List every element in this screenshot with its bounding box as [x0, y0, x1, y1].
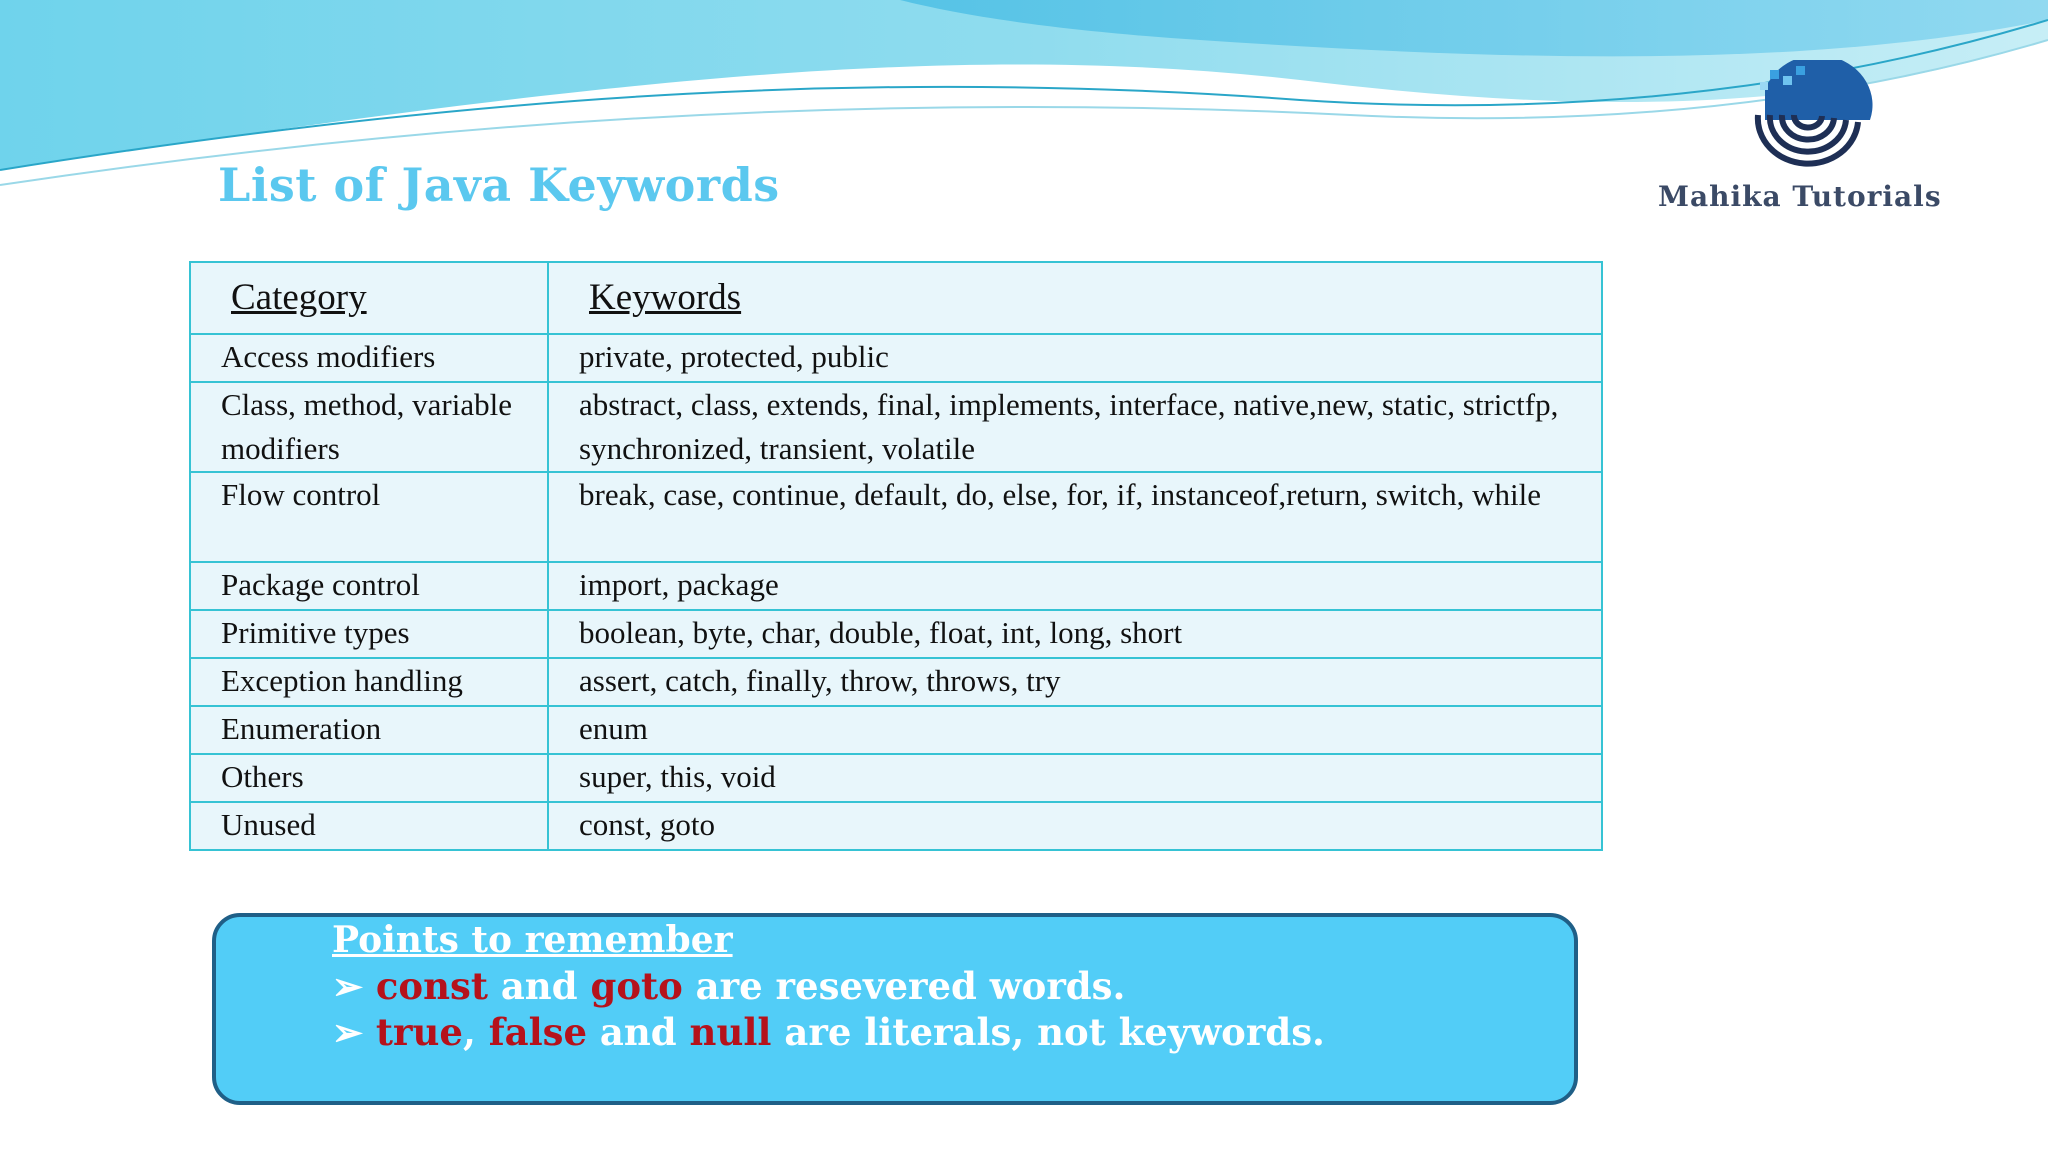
logo-mark-icon — [1740, 60, 1880, 170]
row-keywords: private, protected, public — [548, 334, 1602, 382]
row-category: Others — [190, 754, 548, 802]
row-keywords: abstract, class, extends, final, implements, interface, native,new, static, strictfp, synchronized, transient, volatile — [548, 382, 1602, 472]
table-row — [190, 658, 1602, 706]
note-line-literals — [332, 1010, 1325, 1054]
note-line-reserved-words — [332, 964, 1125, 1008]
keyword-goto: goto — [590, 964, 683, 1008]
row-keywords: const, goto — [548, 802, 1602, 850]
bullet-arrow-icon: ➢ — [332, 964, 364, 1008]
note-text: and — [487, 964, 591, 1008]
literal-null: null — [689, 1010, 772, 1054]
table-row — [190, 472, 1602, 562]
table-header-row — [190, 262, 1602, 334]
table-row — [190, 802, 1602, 850]
keyword-const: const — [375, 964, 488, 1008]
row-category: Exception handling — [190, 658, 548, 706]
note-text: are resevered words. — [682, 964, 1126, 1008]
table-row — [190, 562, 1602, 610]
keywords-table — [189, 261, 1603, 851]
row-keywords: super, this, void — [548, 754, 1602, 802]
row-category: Enumeration — [190, 706, 548, 754]
row-category: Access modifiers — [190, 334, 548, 382]
literal-true: true — [375, 1010, 463, 1054]
row-category: Flow control — [190, 472, 548, 562]
table-row — [190, 334, 1602, 382]
points-to-remember-box — [212, 913, 1578, 1105]
row-category: Unused — [190, 802, 548, 850]
note-text: , — [462, 1010, 489, 1054]
header-category: Category — [190, 262, 548, 334]
table-row — [190, 382, 1602, 472]
row-keywords: enum — [548, 706, 1602, 754]
brand-name: Mahika Tutorials — [1658, 180, 1942, 213]
header-keywords: Keywords — [548, 262, 1602, 334]
row-category: Primitive types — [190, 610, 548, 658]
table-row — [190, 706, 1602, 754]
note-text: are literals, not keywords. — [771, 1010, 1325, 1054]
row-category: Package control — [190, 562, 548, 610]
table-row — [190, 610, 1602, 658]
literal-false: false — [488, 1010, 588, 1054]
row-keywords: assert, catch, finally, throw, throws, try — [548, 658, 1602, 706]
row-keywords: import, package — [548, 562, 1602, 610]
note-text: and — [587, 1010, 690, 1054]
slide-title: List of Java Keywords — [218, 158, 780, 212]
row-category: Class, method, variable modifiers — [190, 382, 548, 472]
note-heading: Points to remember — [332, 919, 733, 961]
table-row — [190, 754, 1602, 802]
brand-logo — [1640, 60, 1970, 220]
row-keywords: boolean, byte, char, double, float, int, long, short — [548, 610, 1602, 658]
bullet-arrow-icon: ➢ — [332, 1010, 364, 1054]
row-keywords: break, case, continue, default, do, else, for, if, instanceof,return, switch, while — [548, 472, 1602, 562]
